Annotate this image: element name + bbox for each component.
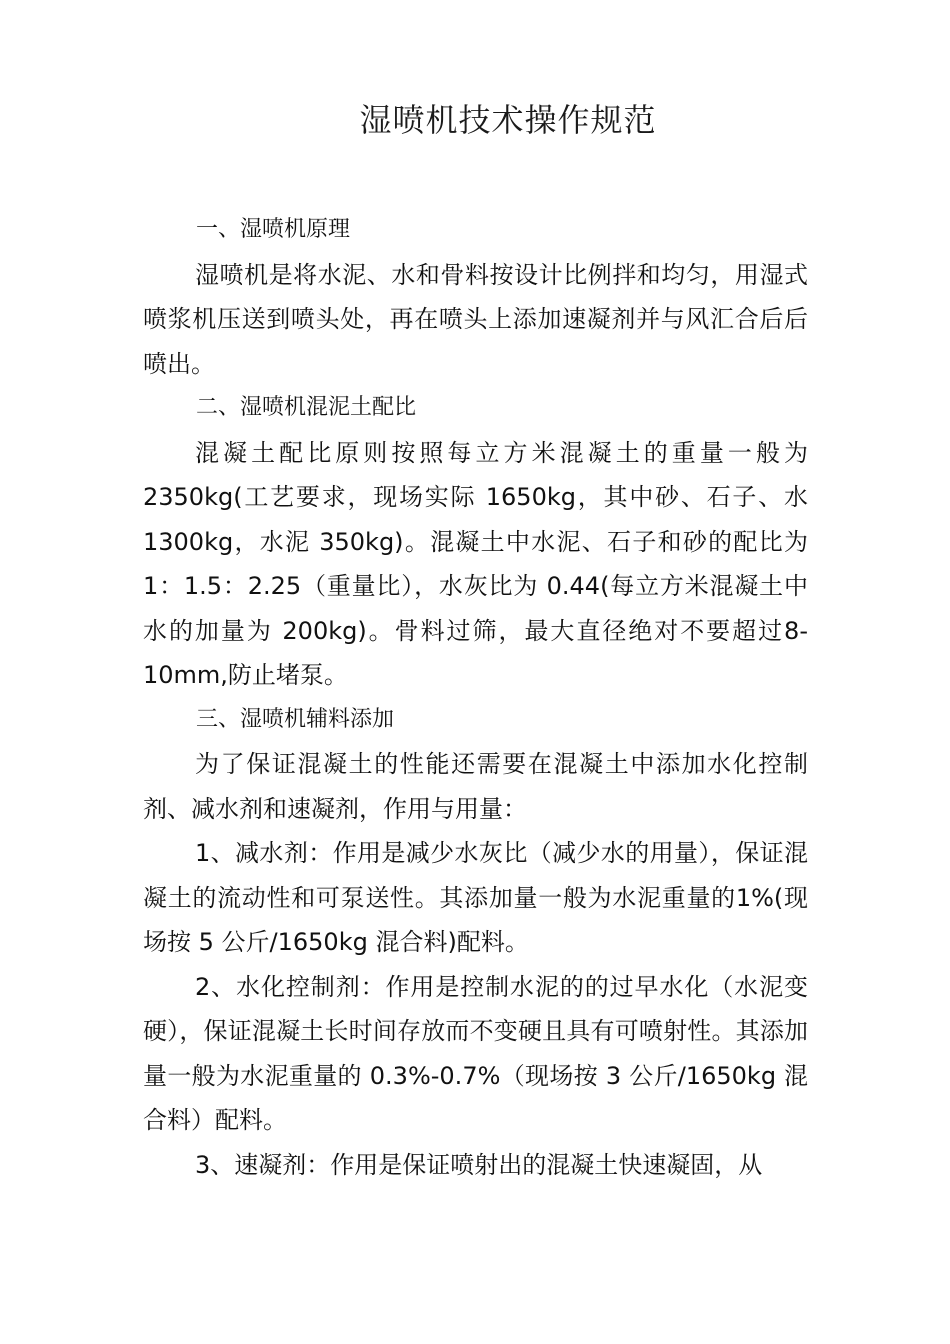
paragraph: 混凝土配比原则按照每立方米混凝土的重量一般为2350kg(工艺要求，现场实际 1650kg，其中砂、石子、水1300kg，水泥 350kg)。混凝土中水泥、石子和砂的配比为1：1.5：2.25（重量比），水灰比为 0.44(每立方米混凝土中水的加量为 200kg)。骨料过筛，最大直径绝对不要超过8-10mm,防止堵泵。 (143, 438, 808, 689)
document-title: 湿喷机技术操作规范 (359, 101, 657, 139)
section-heading: 一、湿喷机原理 (196, 217, 351, 242)
paragraph: 湿喷机是将水泥、水和骨料按设计比例拌和均匀，用湿式喷浆机压送到喷头处，再在喷头上添加速凝剂并与风汇合后后喷出。 (143, 260, 808, 378)
section-heading: 二、湿喷机混泥土配比 (196, 395, 417, 420)
paragraph: 3、速凝剂：作用是保证喷射出的混凝土快速凝固，从 (195, 1150, 763, 1179)
paragraph: 为了保证混凝土的性能还需要在混凝土中添加水化控制剂、减水剂和速凝剂，作用与用量： (143, 750, 808, 823)
section-heading: 三、湿喷机辅料添加 (196, 706, 395, 732)
section-additives (143, 698, 808, 1188)
paragraph: 1、减水剂：作用是减少水灰比（减少水的用量），保证混凝土的流动性和可泵送性。其添加量一般为水泥重量的1%(现场按 5 公斤/1650kg 混合料)配料。 (143, 839, 808, 956)
document-body (143, 208, 808, 1187)
section-mix-ratio (143, 386, 808, 698)
section-principle (143, 208, 808, 386)
paragraph: 2、水化控制剂：作用是控制水泥的的过早水化（水泥变硬），保证混凝土长时间存放而不变硬且具有可喷射性。其添加量一般为水泥重量的 0.3%-0.7%（现场按 3 公斤/1650kg 混合料）配料。 (143, 972, 808, 1134)
